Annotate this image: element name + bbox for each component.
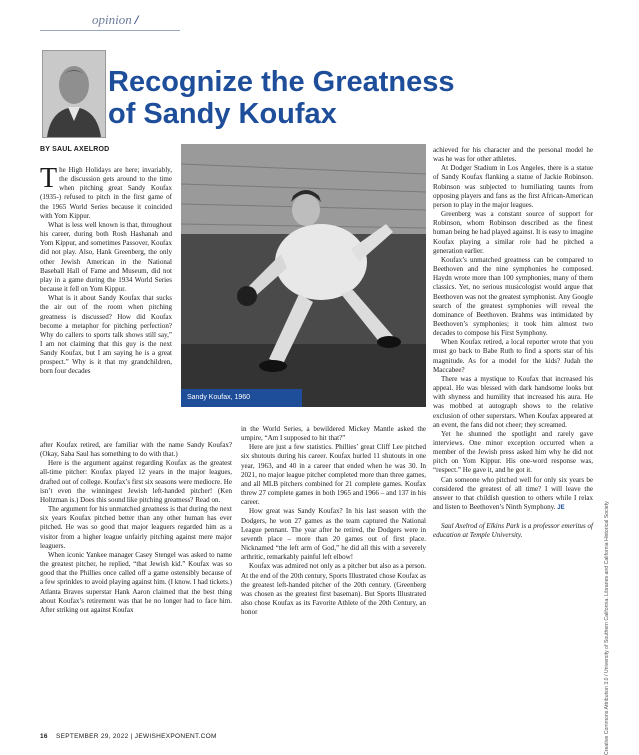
author-portrait-icon xyxy=(43,51,105,137)
paragraph: What is less well known is that, throughout his career, during both Rosh Hashanah and Yom Kippur, and sometimes Passover, Koufax did not play. Also, Hank Greenberg, the only other Jewish American in the National Baseball Hall of Fame and Museum, did not play in a game during the 1934 World Series because it fell on Yom Kippur. xyxy=(40,220,172,294)
drop-cap: T xyxy=(40,163,58,194)
site-url: JEWISHEXPONENT.COM xyxy=(134,733,217,740)
paragraph: after Koufax retired, are familiar with the name Sandy Koufax? (Okay, Saba Saul has something to do with that.) xyxy=(40,441,232,459)
paragraph: in the World Series, a bewildered Mickey Mantle asked the umpire, “Am I supposed to hit that?” xyxy=(241,425,426,443)
paragraph: The High Holidays are here; invariably, the discussion gets around to the time when pitching great Sandy Koufax (1935-) refused to pitch in the first game of the 1965 World Series because it coincided with Yom Kippur. xyxy=(40,163,172,220)
section-label: opinion / xyxy=(92,12,139,27)
page-footer xyxy=(40,733,217,740)
body-column-1 xyxy=(40,163,172,377)
body-column-1-lower xyxy=(40,441,232,615)
paragraph: Can someone who pitched well for only six years be considered the greatest of all time? I will leave the answer to that childish question to others while I relax and listen to Beethoven’s Ninth Symphony. JE xyxy=(433,475,593,512)
article-headline: Recognize the Greatness of Sandy Koufax xyxy=(108,66,455,130)
footer-divider: | xyxy=(130,733,135,740)
byline: BY SAUL AXELROD xyxy=(40,146,110,153)
paragraph: Yet he shunned the spotlight and rarely gave interviews. One minor exception occurred when a member of the Jewish press asked him why he did not pitch on Yom Kippur. His one-word response was, “respect.” He gave it, and he got it. xyxy=(433,429,593,475)
section-rule xyxy=(40,30,180,31)
paragraph: How great was Sandy Koufax? In his last season with the Dodgers, he won 27 games as the team captured the National League pennant. The year after he retired, the Dodgers were in seventh place – more than 20 games out of first place. Nicknamed “the left arm of God,” he did all this with a severely arthritic, remarkably painful left elbow! xyxy=(241,507,426,562)
paragraph: What is it about Sandy Koufax that sucks the air out of the room when pitching greatness is discussed? How did Koufax become a metaphor for pitching perfection? Why do callers to sports talk shows still say,” I am not claiming that this guy is the next Sandy Koufax, but I am saying he is a great prospect.” Why is it that my grandchildren, born four decades xyxy=(40,294,172,376)
author-headshot xyxy=(42,50,106,138)
paragraph: Koufax’s unmatched greatness can be compared to Beethoven and the nine symphonies he composed. Haydn wrote more than 100 symphonies, many of them classics. Yet, no serious musicologist would argue that Beethoven was not the greatest symphonist. Any Google search of the greatest symphonies will reveal the dominance of Beethoven. Brahms was intimidated by Beethoven’s symphonies; it took him almost two decades to compose his First Symphony. xyxy=(433,255,593,338)
pitcher-photo-icon xyxy=(181,144,426,407)
paragraph: There was a mystique to Koufax that increased his appeal. He was blessed with dark handsome looks but with shyness and humility that increased his aura. He was mobbed at autograph shows to the relative exclusion of other superstars. When Koufax appeared at an event, the fans did not cheer; they screamed. xyxy=(433,374,593,429)
photo-caption: Sandy Koufax, 1960 xyxy=(181,389,302,407)
paragraph: Here is the argument against regarding Koufax as the greatest all-time pitcher: Koufax played 12 years in the major leagues, drafted out of college. Koufax’s first six seasons were mediocre. He isn’t even the winningest Jewish left-handed pitcher! (Ken Holtzman is.) Does this sound like pitching greatness? Read on. xyxy=(40,459,232,504)
author-bio: Saul Axelrod of Elkins Park is a professor emeritus of education at Temple University. xyxy=(433,522,593,540)
photo-credit: Creative Commons Attribution 3.0 / University of Southern California. Libraries and California Historical Society xyxy=(604,501,610,755)
paragraph: achieved for his character and the personal model he was he was for other athletes. xyxy=(433,146,593,164)
article-photo xyxy=(181,144,426,407)
body-column-3 xyxy=(433,146,593,541)
page-number: 16 xyxy=(40,733,48,740)
paragraph: When Koufax retired, a local reporter wrote that you must go back to Babe Ruth to find a sports star of his magnitude. As for a model for the kids? Judah the Maccabee? xyxy=(433,338,593,374)
end-mark: JE xyxy=(557,505,565,512)
paragraph: When iconic Yankee manager Casey Stengel was asked to name the greatest pitcher, he replied, “that Jewish kid.” Koufax was so good that the Phillies once called off a game ostensibly because of a few sprinkles to avoid playing against him. (I know. I had tickets.) Atlanta Braves superstar Hank Aaron claimed that the best thing about Koufax’s retirement was that he no longer had to face him. After striking out against Koufax xyxy=(40,550,232,614)
paragraph: At Dodger Stadium in Los Angeles, there is a statue of Sandy Koufax flanking a statue of Jackie Robinson. Robinson was subjected to humiliating taunts from opposing players and fans as the first African-American person to play in the major leagues. xyxy=(433,164,593,209)
paragraph: Greenberg was a constant source of support for Robinson, whom Robinson described as the finest human being he had played against. It is easy to imagine Koufax playing a similar role had he pitched a generation earlier. xyxy=(433,210,593,255)
paragraph: Here are just a few statistics. Phillies’ great Cliff Lee pitched six shutouts during his career. Koufax hurled 11 shutouts in one year, 1963, and 40 in a career that ended when he was 30. In 2021, no major league pitcher completed more than three games, and all MLB pitchers combined for 21 complete games. Koufax threw 27 complete games in both 1965 and 1966 – and 137 in his career. xyxy=(241,443,426,507)
body-column-2 xyxy=(241,425,426,617)
paragraph: Koufax was admired not only as a pitcher but also as a person. At the end of the 20th century, Sports Illustrated chose Koufax as the greatest left-handed pitcher of the 20th century. (Greenberg was chosen as the greatest first baseman). But Sports Illustrated also chose Koufax as its Favorite Athlete of the 20th Century, an honor xyxy=(241,562,426,617)
issue-date: SEPTEMBER 29, 2022 xyxy=(55,733,129,740)
paragraph: The argument for his unmatched greatness is that during the next six years Koufax pitched better than any other human has ever pitched. He was so good that major leaguers regarded him as a visitor from a higher league unfairly pitching against mere major leaguers. xyxy=(40,505,232,550)
